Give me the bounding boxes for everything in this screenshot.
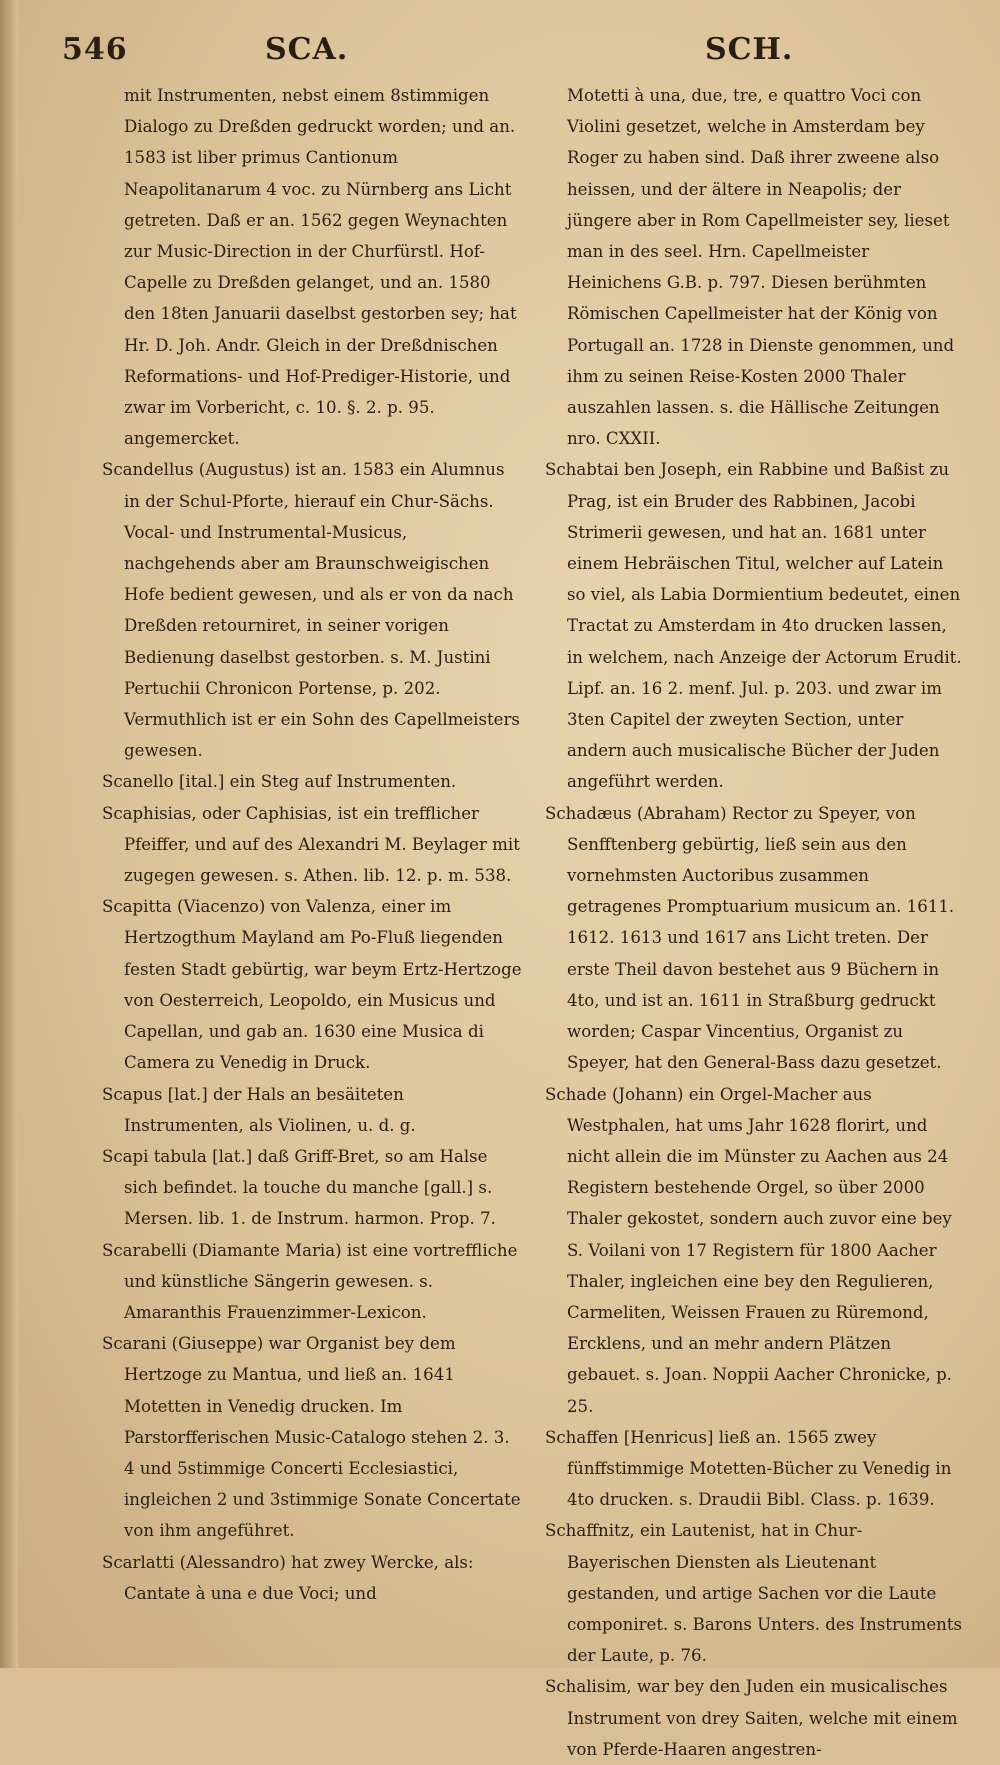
right-running-head: SCH. [705, 32, 794, 67]
page-gutter-shadow [0, 0, 18, 1668]
entry-schaffen: Schaffen [Henricus] ließ an. 1565 zwey fünffstimmige Motetten-Bücher zu Venedig in 4to drucken. s. Draudii Bibl. Class. p. 1639. [545, 1427, 952, 1510]
page-number: 546 [62, 32, 128, 67]
entry-scarabelli: Scarabelli (Diamante Maria) ist eine vortreffliche und künstliche Sängerin gewesen. s. Amaranthis Frauenzimmer-Lexicon. [102, 1240, 518, 1322]
entry-schaffnitz: Schaffnitz, ein Lautenist, hat in Chur-Bayerischen Diensten als Lieutenant gestanden, und artige Sachen vor die Laute componiret. s. Barons Unters. des Instruments der Laute, p. 76. [545, 1521, 963, 1666]
running-header [0, 28, 1000, 72]
entry-scaphisias: Scaphisias, oder Caphisias, ist ein trefflicher Pfeiffer, und auf des Alexandri M. Beylager mit zugegen gewesen. s. Athen. lib. 12. p. m. 538. [102, 803, 520, 886]
entry-scanello: Scanello [ital.] ein Steg auf Instrumenten. [102, 772, 457, 792]
entry-schadaeus: Schadæus (Abraham) Rector zu Speyer, von Senfftenberg gebürtig, ließ sein aus den vornehmsten Auctoribus zusammen getragenes Promptuarium musicum an. 1611. 1612. 1613 und 1617 ans Licht treten. Der erste Theil davon bestehet aus 9 Büchern in 4to, und ist an. 1611 in Straßburg gedruckt worden; Caspar Vincentius, Organist zu Speyer, hat den General-Bass dazu gesetzet. [545, 803, 955, 1073]
left-column [102, 80, 522, 1660]
entry-scapi-tabula: Scapi tabula [lat.] daß Griff-Bret, so am Halse sich befindet. la touche du manche [gall.] s. Mersen. lib. 1. de Instrum. harmon. Prop. 7. [102, 1146, 496, 1229]
entry-scarlatti: Scarlatti (Alessandro) hat zwey Wercke, als: Cantate à una e due Voci; und [102, 1552, 474, 1603]
left-running-head: SCA. [265, 32, 349, 67]
right-column [545, 80, 965, 1759]
entry-continuation: mit Instrumenten, nebst einem 8stimmigen Dialogo zu Dreßden gedruckt worden; und an. 1583 ist liber primus Cantionum Neapolitanarum 4 voc. zu Nürnberg ans Licht getreten. Daß er an. 1562 gegen Weynachten zur Music-Direction in der Churfürstl. Hof-Capelle zu Dreßden gelanget, und an. 1580 den 18ten Januarii daselbst gestorben sey; hat Hr. D. Joh. Andr. Gleich in der Dreßdnischen Reformations- und Hof-Prediger-Historie, und zwar im Vorbericht, c. 10. §. 2. p. 95. angemercket. [124, 86, 517, 449]
entry-scapus: Scapus [lat.] der Hals an besäiteten Instrumenten, als Violinen, u. d. g. [102, 1084, 416, 1135]
entry-continuation: Motetti à una, due, tre, e quattro Voci con Violini gesetzet, welche in Amsterdam bey Roger zu haben sind. Daß ihrer zweene also heissen, und der ältere in Neapolis; der jüngere aber in Rom Capellmeister sey, lieset man in des seel. Hrn. Capellmeister Heinichens G.B. p. 797. Diesen berühmten Römischen Capellmeister hat der König von Portugall an. 1728 in Dienste genommen, und ihm zu seinen Reise-Kosten 2000 Thaler auszahlen lassen. s. die Hällische Zeitungen nro. CXXII. [567, 86, 955, 449]
entry-schalisim: Schalisim, war bey den Juden ein musicalisches Instrument von drey Saiten, welche mit einem von Pferde-Haaren angestren- [545, 1677, 958, 1759]
entry-scarani: Scarani (Giuseppe) war Organist bey dem Hertzoge zu Mantua, und ließ an. 1641 Motetten in Venedig drucken. Im Parstorfferischen Music-Catalogo stehen 2. 3. 4 und 5stimmige Concerti Ecclesiastici, ingleichen 2 und 3stimmige Sonate Concertate von ihm angeführet. [102, 1334, 521, 1541]
entry-scandellus: Scandellus (Augustus) ist an. 1583 ein Alumnus in der Schul-Pforte, hierauf ein Chur-Sächs. Vocal- und Instrumental-Musicus, nachgehends aber am Braunschweigischen Hofe bedient gewesen, und als er von da nach Dreßden retourniret, in seiner vorigen Bedienung daselbst gestorben. s. M. Justini Pertuchii Chronicon Portense, p. 202. Vermuthlich ist er ein Sohn des Capellmeisters gewesen. [102, 460, 520, 761]
entry-schabtai: Schabtai ben Joseph, ein Rabbine und Baßist zu Prag, ist ein Bruder des Rabbinen, Jacobi Strimerii gewesen, und hat an. 1681 unter einem Hebräischen Titul, welcher auf Latein so viel, als Labia Dormientium bedeutet, einen Tractat zu Amsterdam in 4to drucken lassen, in welchem, nach Anzeige der Actorum Erudit. Lipf. an. 16 2. menf. Jul. p. 203. und zwar im 3ten Capitel der zweyten Section, unter andern auch musicalische Bücher der Juden angeführt werden. [545, 460, 962, 792]
entry-scapitta: Scapitta (Viacenzo) von Valenza, einer im Hertzogthum Mayland am Po-Fluß liegenden festen Stadt gebürtig, war beym Ertz-Hertzoge von Oesterreich, Leopoldo, ein Musicus und Capellan, und gab an. 1630 eine Musica di Camera zu Venedig in Druck. [102, 897, 522, 1073]
entry-schade: Schade (Johann) ein Orgel-Macher aus Westphalen, hat ums Jahr 1628 florirt, und nicht allein die im Münster zu Aachen aus 24 Registern bestehende Orgel, so über 2000 Thaler gekostet, sondern auch zuvor eine bey S. Voilani von 17 Registern für 1800 Aacher Thaler, ingleichen eine bey den Regulieren, Carmeliten, Weissen Frauen zu Rüremond, Ercklens, und an mehr andern Plätzen gebauet. s. Joan. Noppii Aacher Chronicke, p. 25. [545, 1084, 952, 1416]
